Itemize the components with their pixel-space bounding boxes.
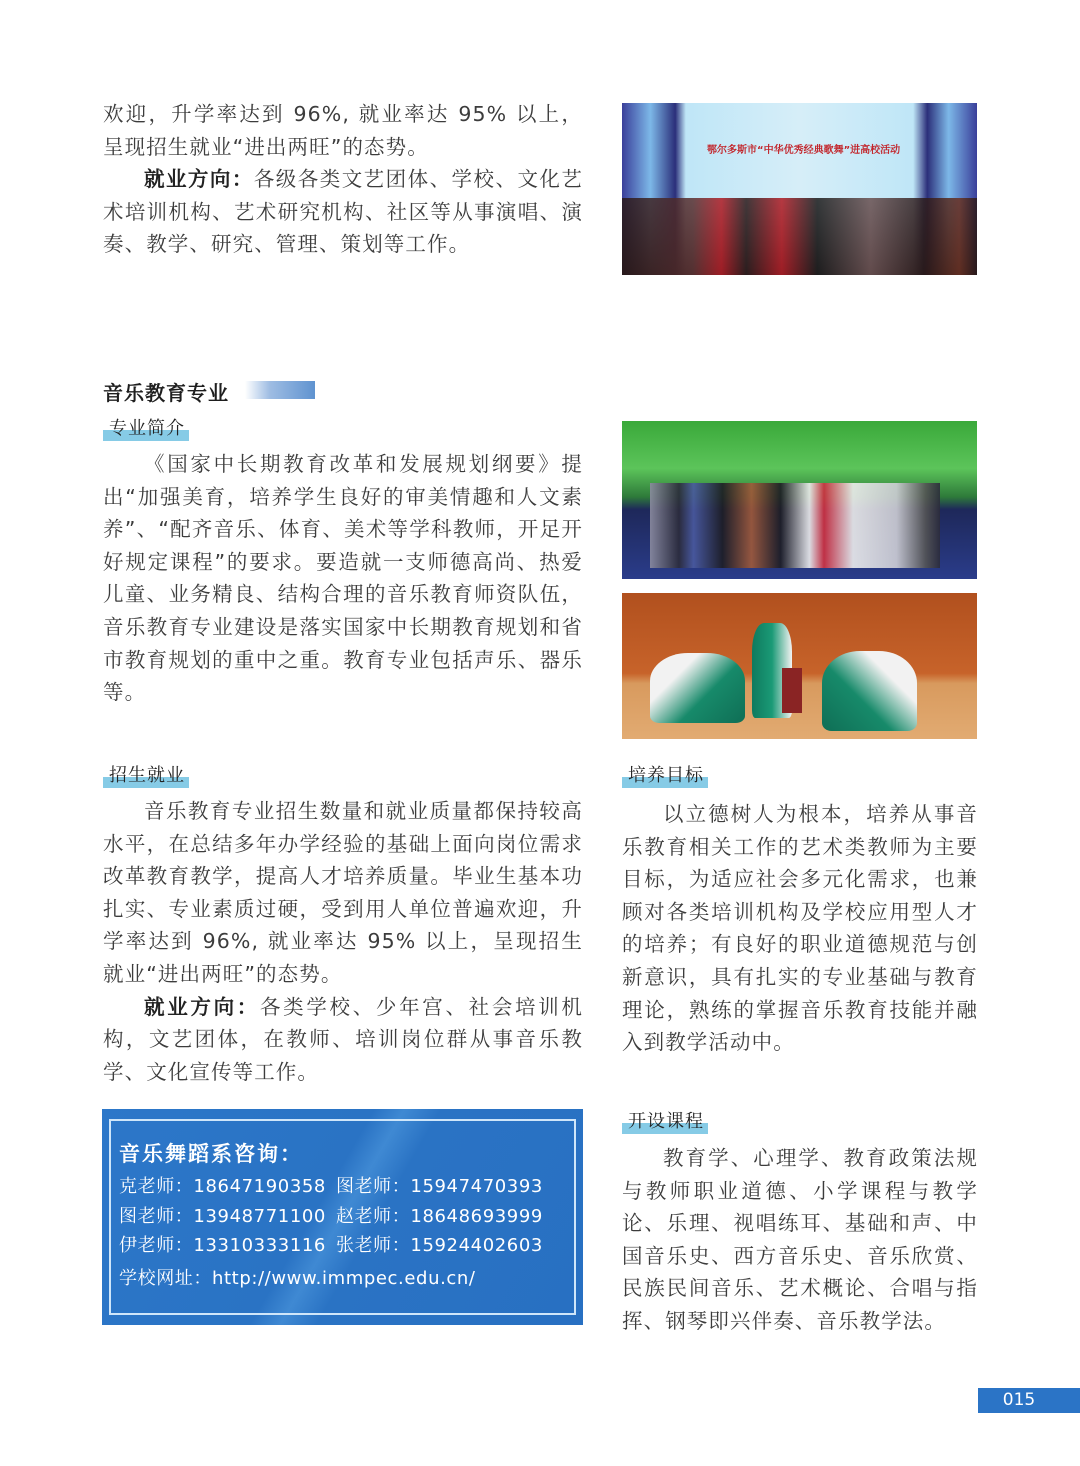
concert-performance-photo (622, 103, 977, 275)
goals-paragraph: 以立德树人为根本，培养从事音乐教育相关工作的艺术类教师为主要目标，为适应社会多元化需求，也兼顾对各类培训机构及学校应用型人才的培养；有良好的职业道德规范与创新意识，具有扎实的专业基础与教育理论，熟练的掌握音乐教育技能并融入到教学活动中。 (622, 802, 978, 1055)
website-label: 学校网址： (119, 1267, 212, 1289)
dancer-right (822, 651, 917, 731)
contact-frame (109, 1119, 576, 1315)
dance-performance-photo (622, 593, 977, 739)
goals-heading-wrap (622, 765, 708, 787)
enrollment-heading-wrap (103, 765, 189, 787)
goals-heading: 培养目标 (622, 765, 708, 787)
career-label: 就业方向： (144, 994, 260, 1019)
concert-banner-text: 鄂尔多斯市“中华优秀经典歌舞”进高校活动 (707, 145, 901, 156)
group-photo-on-stage (622, 421, 977, 579)
career-text: 各级各类文艺团体、学校、文化艺术培训机构、艺术研究机构、社区等从事演唱、演奏、教学、研究、管理、策划等工作。 (103, 167, 584, 257)
stage-performers (622, 198, 977, 275)
contact-label: 伊老师： (119, 1235, 194, 1256)
contact-phone[interactable]: 15924402603 (410, 1235, 543, 1256)
career-label: 就业方向： (144, 167, 254, 192)
contact-phone[interactable]: 13948771100 (193, 1205, 326, 1227)
contact-row (119, 1172, 574, 1202)
employment-tail-paragraph: 欢迎，升学率达到 96%, 就业率达 95% 以上，呈现招生就业“进出两旺”的态势。 (103, 102, 583, 159)
intro-heading-wrap (103, 418, 189, 440)
top-continuation-text (103, 98, 583, 261)
contact-title: 音乐舞蹈系咨询： (119, 1142, 303, 1166)
contact-phone[interactable]: 15947470393 (410, 1176, 543, 1197)
enrollment-paragraph: 音乐教育专业招生数量和就业质量都保持较高水平，在总结多年办学经验的基础上面向岗位需求改革教育教学，提高人才培养质量。毕业生基本功扎实、专业素质过硬，受到用人单位普遍欢迎，升学率达到 96%, 就业率达 95% 以上，呈现招生就业“进出两旺”的态势。 (103, 799, 583, 986)
group-people (650, 483, 940, 568)
contact-label: 张老师： (335, 1235, 411, 1256)
title-decor-bar (245, 381, 315, 399)
contact-label: 克老师： (119, 1176, 194, 1197)
intro-paragraph: 《国家中长期教育改革和发展规划纲要》提出“加强美育，培养学生良好的审美情趣和人文素养”、“配齐音乐、体育、美术等学科教师，开足开好规定课程”的要求。要造就一支师德高尚、热爱儿童、业务精良、结构合理的音乐教育师资队伍，音乐教育专业建设是落实国家中长期教育规划和省市教育规划的重中之重。教育专业包括声乐、器乐等。 (103, 452, 583, 705)
website-row (119, 1264, 574, 1294)
enrollment-section (103, 795, 583, 1088)
contact-label: 图老师： (335, 1176, 411, 1197)
enrollment-heading: 招生就业 (103, 765, 189, 787)
goals-section (622, 798, 978, 1059)
contact-phone[interactable]: 13310333116 (193, 1235, 326, 1256)
career-paragraph (103, 991, 583, 1089)
intro-section (103, 448, 583, 709)
intro-heading: 专业简介 (103, 418, 189, 440)
courses-heading: 开设课程 (622, 1111, 708, 1133)
drum-center (782, 668, 802, 713)
contact-phone[interactable]: 18648693999 (410, 1205, 543, 1227)
page-number: 015 (978, 1388, 1080, 1413)
contact-label: 图老师： (119, 1205, 194, 1227)
courses-section (622, 1142, 978, 1338)
career-paragraph-top (103, 163, 583, 261)
contact-row (119, 1231, 574, 1261)
website-link[interactable]: http://www.immpec.edu.cn/ (212, 1267, 476, 1289)
contact-label: 赵老师： (335, 1205, 411, 1227)
contact-phone[interactable]: 18647190358 (193, 1176, 326, 1197)
dancer-left (650, 653, 745, 723)
major-title: 音乐教育专业 (103, 381, 229, 405)
contact-box (102, 1109, 583, 1325)
courses-paragraph: 教育学、心理学、教育政策法规与教师职业道德、小学课程与教学论、乐理、视唱练耳、基础和声、中国音乐史、西方音乐史、音乐欣赏、民族民间音乐、艺术概论、合唱与指挥、钢琴即兴伴奏、音乐教学法。 (622, 1146, 978, 1333)
career-text: 各类学校、少年宫、社会培训机构，文艺团体，在教师、培训岗位群从事音乐教学、文化宣传等工作。 (103, 994, 584, 1084)
courses-heading-wrap (622, 1111, 708, 1133)
contact-row (119, 1202, 574, 1232)
